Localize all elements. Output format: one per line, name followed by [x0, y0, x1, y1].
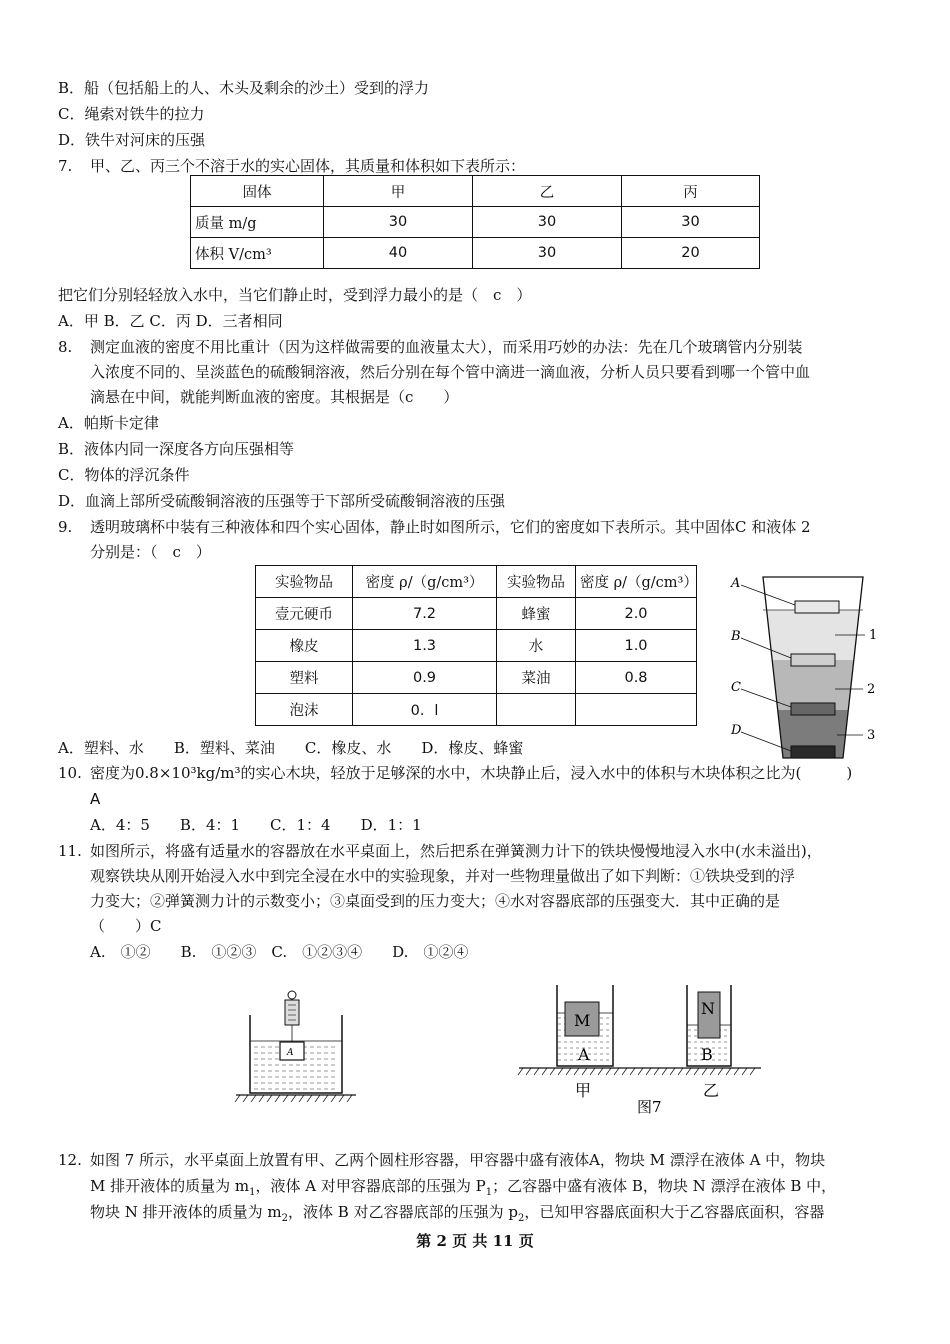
q7-text: 甲、乙、丙三个不溶于水的实心固体，其质量和体积如下表所示：	[90, 157, 526, 175]
q8-option-c: C．物体的浮沉条件	[58, 466, 190, 484]
table-cell	[576, 694, 697, 726]
table-cell: 菜油	[497, 662, 576, 694]
table-cell: 0.9	[353, 662, 497, 694]
q7-number: 7.	[58, 157, 73, 175]
subscript: 2	[517, 1213, 525, 1224]
label-liquid-a: A	[578, 1045, 590, 1064]
subscript: 2	[281, 1213, 289, 1224]
table-cell: 乙	[473, 176, 622, 207]
table-row	[191, 207, 760, 238]
q6-option-b: B．船（包括船上的人、木头及剩余的沙土）受到的浮力	[58, 79, 430, 97]
table-cell: 丙	[622, 176, 760, 207]
table-cell: 30	[473, 207, 622, 238]
table-cell: 密度 ρ/（g/cm³）	[576, 566, 697, 598]
q7-table	[190, 175, 760, 269]
table-row	[256, 630, 697, 662]
label-jia: 甲	[575, 1081, 592, 1100]
table-header-row	[256, 566, 697, 598]
table-cell: 实验物品	[497, 566, 576, 598]
q9-density-table	[255, 565, 697, 726]
q8-option-b: B．液体内同一深度各方向压强相等	[58, 440, 295, 458]
solid-c	[791, 703, 835, 715]
table-cell: 2.0	[576, 598, 697, 630]
table-cell: 水	[497, 630, 576, 662]
table-cell: 塑料	[256, 662, 353, 694]
block-label: A	[287, 1048, 294, 1058]
q11-line3: 力变大；②弹簧测力计的示数变小；③桌面受到的压力变大；④水对容器底部的压强变大．其中正确的是	[90, 892, 781, 910]
q12-line3-part2: ，液体 B 对乙容器底部的压强为 p	[288, 1203, 518, 1221]
q11-number: 11.	[58, 842, 82, 860]
table-cell: 壹元硬币	[256, 598, 353, 630]
label-c: C	[731, 680, 741, 695]
q12-line2	[90, 1176, 836, 1203]
label-b: B	[731, 629, 741, 644]
q9-number: 9.	[58, 518, 73, 536]
table-cell: 7.2	[353, 598, 497, 630]
q8-line3: 滴悬在中间，就能判断血液的密度。其根据是（c ）	[90, 388, 459, 406]
table-cell: 30	[622, 207, 760, 238]
q10-line1: 密度为0.8×10³kg/m³的实心木块，轻放于足够深的水中，木块静止后，浸入水中的体积与木块体积之比为( )	[90, 764, 853, 782]
q12-line2-part2: ，液体 A 对甲容器底部的压强为 P	[255, 1177, 486, 1195]
label-a: A	[731, 576, 741, 591]
q12-line2-part3: ；乙容器中盛有液体 B，物块 N 漂浮在液体 B 中，	[492, 1177, 837, 1195]
table-cell: 蜂蜜	[497, 598, 576, 630]
subscript: 1	[249, 1187, 256, 1198]
table-cell: 泡沫	[256, 694, 353, 726]
label-n: N	[701, 999, 715, 1018]
table-cell: 密度 ρ/（g/cm³）	[353, 566, 497, 598]
table-row	[256, 598, 697, 630]
table-cell: 实验物品	[256, 566, 353, 598]
solid-b	[791, 654, 835, 666]
label-2: 2	[867, 682, 876, 697]
q7-options: A．甲 B．乙 C．丙 D．三者相同	[58, 312, 283, 330]
table-cell: 20	[622, 238, 760, 269]
q8-option-a: A．帕斯卡定律	[58, 414, 159, 432]
q12-line3-part1: 物块 N 排开液体的质量为 m	[90, 1203, 282, 1221]
q8-line2: 入浓度不同的、呈淡蓝色的硫酸铜溶液，然后分别在每个管中滴进一滴血液，分析人员只要看到哪一个管中血	[90, 363, 811, 381]
label-3: 3	[867, 728, 876, 743]
table-cell: 1.0	[576, 630, 697, 662]
q6-option-c: C．绳索对铁牛的拉力	[58, 105, 205, 123]
q12-number: 12.	[58, 1151, 82, 1169]
q12-line2-part1: M 排开液体的质量为 m	[90, 1177, 250, 1195]
solid-d	[791, 746, 835, 758]
q11-line2: 观察铁块从刚开始浸入水中到完全浸在水中的实验现象，并对一些物理量做出了如下判断：①铁块受到的浮	[90, 867, 796, 885]
subscript: 1	[485, 1187, 493, 1198]
fig7-containers	[515, 980, 765, 1120]
scale-ring	[288, 991, 296, 999]
q12-line3-part3: ，已知甲容器底面积大于乙容器底面积，容器	[524, 1203, 825, 1221]
table-cell: 40	[324, 238, 473, 269]
label-1: 1	[869, 628, 878, 643]
label-yi: 乙	[703, 1081, 720, 1100]
q9-options: A．塑料、水 B．塑料、菜油 C．橡皮、水 D．橡皮、蜂蜜	[58, 739, 524, 757]
q8-line1: 测定血液的密度不用比重计（因为这样做需要的血液量太大），而采用巧妙的办法：先在几个玻璃管内分别装	[90, 338, 803, 356]
table-cell: 甲	[324, 176, 473, 207]
q8-number: 8.	[58, 338, 73, 356]
figure-caption: 图7	[637, 1098, 662, 1116]
table-row	[256, 694, 697, 726]
q10-options: A．4：5 B．4：1 C．1：4 D．1：1	[90, 816, 422, 834]
table-cell: 橡皮	[256, 630, 353, 662]
table-cell: 固体	[191, 176, 324, 207]
q6-option-d: D．铁牛对河床的压强	[58, 131, 206, 149]
q7-question: 把它们分别轻轻放入水中，当它们静止时，受到浮力最小的是（ c ）	[58, 286, 532, 304]
table-cell: 0．l	[353, 694, 497, 726]
table-cell: 1.3	[353, 630, 497, 662]
table-cell: 0.8	[576, 662, 697, 694]
q9-line1: 透明玻璃杯中装有三种液体和四个实心固体，静止时如图所示，它们的密度如下表所示。其中固体C 和液体 2	[90, 518, 811, 536]
page-footer: 第 2 页 共 11 页	[416, 1232, 534, 1250]
table-cell: 30	[324, 207, 473, 238]
q11-options: A. ①② B. ①②③ C. ①②③④ D. ①②④	[90, 943, 469, 961]
q12-line3	[90, 1202, 824, 1229]
table-cell: 30	[473, 238, 622, 269]
solid-a	[795, 601, 839, 613]
label-m: M	[574, 1011, 591, 1030]
table-cell: 体积 V/cm³	[191, 238, 324, 269]
q10-number: 10.	[58, 764, 82, 782]
label-liquid-b: B	[701, 1045, 713, 1064]
table-row	[256, 662, 697, 694]
q12-line1: 如图 7 所示，水平桌面上放置有甲、乙两个圆柱形容器，甲容器中盛有液体A，物块 M 漂浮在液体 A 中，物块	[90, 1151, 826, 1169]
table-row	[191, 238, 760, 269]
table-header-row	[191, 176, 760, 207]
q9-cup-figure	[725, 565, 885, 765]
q11-line1: 如图所示，将盛有适量水的容器放在水平桌面上，然后把系在弹簧测力计下的铁块慢慢地浸入水中(水未溢出)，	[90, 842, 822, 860]
label-d: D	[731, 723, 742, 738]
table-cell: 质量 m/g	[191, 207, 324, 238]
q9-line2: 分别是：（ c ）	[90, 543, 211, 561]
q10-answer: A	[90, 790, 101, 808]
table-cell	[497, 694, 576, 726]
q11-line4: （ ）C	[90, 917, 162, 935]
q8-option-d: D．血滴上部所受硫酸铜溶液的压强等于下部所受硫酸铜溶液的压强	[58, 492, 506, 510]
spring-scale	[285, 1000, 299, 1025]
q11-beaker-figure	[232, 985, 362, 1110]
